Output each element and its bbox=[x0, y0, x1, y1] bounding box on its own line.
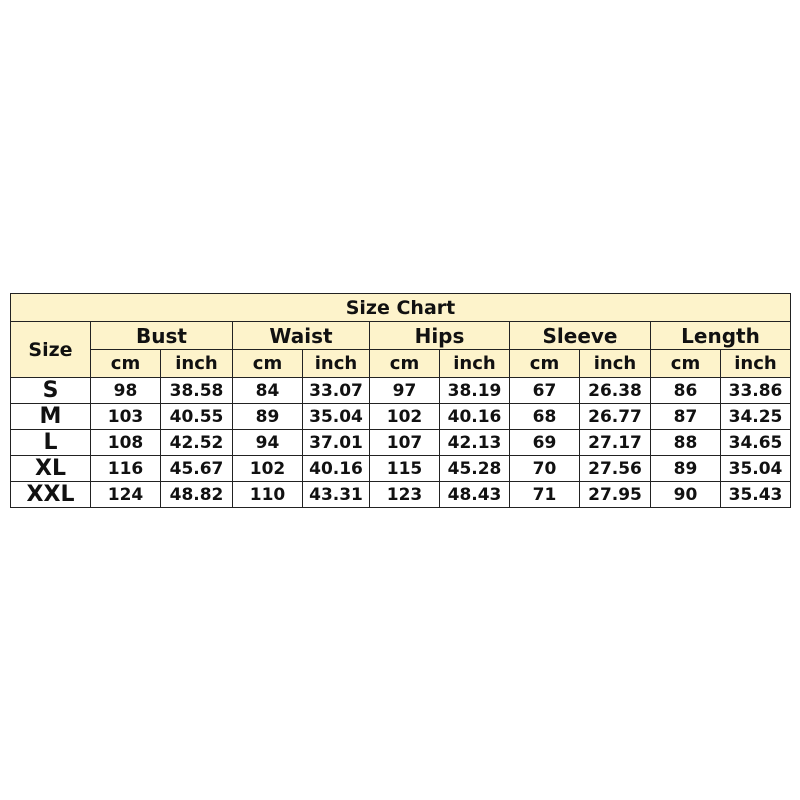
size-label: M bbox=[11, 404, 91, 430]
size-column-header: Size bbox=[11, 322, 91, 378]
table-cell: 102 bbox=[233, 456, 303, 482]
table-cell: 27.17 bbox=[580, 430, 651, 456]
table-cell: 89 bbox=[233, 404, 303, 430]
table-cell: 27.95 bbox=[580, 482, 651, 508]
table-cell: 37.01 bbox=[303, 430, 370, 456]
table-cell: 123 bbox=[370, 482, 440, 508]
waist-inch-header: inch bbox=[303, 350, 370, 378]
table-cell: 124 bbox=[91, 482, 161, 508]
table-cell: 87 bbox=[651, 404, 721, 430]
table-cell: 45.67 bbox=[161, 456, 233, 482]
table-cell: 40.16 bbox=[303, 456, 370, 482]
table-cell: 88 bbox=[651, 430, 721, 456]
table-cell: 102 bbox=[370, 404, 440, 430]
table-cell: 116 bbox=[91, 456, 161, 482]
sleeve-header: Sleeve bbox=[510, 322, 651, 350]
table-cell: 94 bbox=[233, 430, 303, 456]
table-cell: 90 bbox=[651, 482, 721, 508]
table-cell: 97 bbox=[370, 378, 440, 404]
table-cell: 40.16 bbox=[440, 404, 510, 430]
size-label: XXL bbox=[11, 482, 91, 508]
table-cell: 38.58 bbox=[161, 378, 233, 404]
bust-cm-header: cm bbox=[91, 350, 161, 378]
table-cell: 115 bbox=[370, 456, 440, 482]
table-cell: 98 bbox=[91, 378, 161, 404]
sleeve-cm-header: cm bbox=[510, 350, 580, 378]
table-cell: 38.19 bbox=[440, 378, 510, 404]
table-cell: 35.43 bbox=[721, 482, 791, 508]
table-cell: 34.25 bbox=[721, 404, 791, 430]
table-cell: 84 bbox=[233, 378, 303, 404]
table-row bbox=[11, 430, 791, 456]
table-cell: 110 bbox=[233, 482, 303, 508]
table-cell: 69 bbox=[510, 430, 580, 456]
length-inch-header: inch bbox=[721, 350, 791, 378]
length-header: Length bbox=[651, 322, 791, 350]
table-cell: 103 bbox=[91, 404, 161, 430]
chart-title: Size Chart bbox=[11, 294, 791, 322]
hips-header: Hips bbox=[370, 322, 510, 350]
table-row bbox=[11, 482, 791, 508]
table-cell: 48.43 bbox=[440, 482, 510, 508]
table-row bbox=[11, 378, 791, 404]
table-cell: 35.04 bbox=[721, 456, 791, 482]
table-row bbox=[11, 404, 791, 430]
size-chart-table bbox=[10, 293, 791, 508]
table-row bbox=[11, 456, 791, 482]
table-cell: 45.28 bbox=[440, 456, 510, 482]
bust-header: Bust bbox=[91, 322, 233, 350]
table-cell: 42.13 bbox=[440, 430, 510, 456]
size-label: XL bbox=[11, 456, 91, 482]
table-cell: 71 bbox=[510, 482, 580, 508]
waist-cm-header: cm bbox=[233, 350, 303, 378]
table-cell: 43.31 bbox=[303, 482, 370, 508]
table-cell: 40.55 bbox=[161, 404, 233, 430]
table-cell: 68 bbox=[510, 404, 580, 430]
table-cell: 42.52 bbox=[161, 430, 233, 456]
table-cell: 34.65 bbox=[721, 430, 791, 456]
table-cell: 35.04 bbox=[303, 404, 370, 430]
table-cell: 89 bbox=[651, 456, 721, 482]
bust-inch-header: inch bbox=[161, 350, 233, 378]
length-cm-header: cm bbox=[651, 350, 721, 378]
table-cell: 26.77 bbox=[580, 404, 651, 430]
sleeve-inch-header: inch bbox=[580, 350, 651, 378]
waist-header: Waist bbox=[233, 322, 370, 350]
table-cell: 67 bbox=[510, 378, 580, 404]
table-cell: 33.07 bbox=[303, 378, 370, 404]
size-label: L bbox=[11, 430, 91, 456]
table-cell: 48.82 bbox=[161, 482, 233, 508]
table-cell: 33.86 bbox=[721, 378, 791, 404]
table-cell: 107 bbox=[370, 430, 440, 456]
hips-cm-header: cm bbox=[370, 350, 440, 378]
table-cell: 27.56 bbox=[580, 456, 651, 482]
table-cell: 86 bbox=[651, 378, 721, 404]
hips-inch-header: inch bbox=[440, 350, 510, 378]
table-cell: 26.38 bbox=[580, 378, 651, 404]
table-cell: 70 bbox=[510, 456, 580, 482]
size-label: S bbox=[11, 378, 91, 404]
table-cell: 108 bbox=[91, 430, 161, 456]
